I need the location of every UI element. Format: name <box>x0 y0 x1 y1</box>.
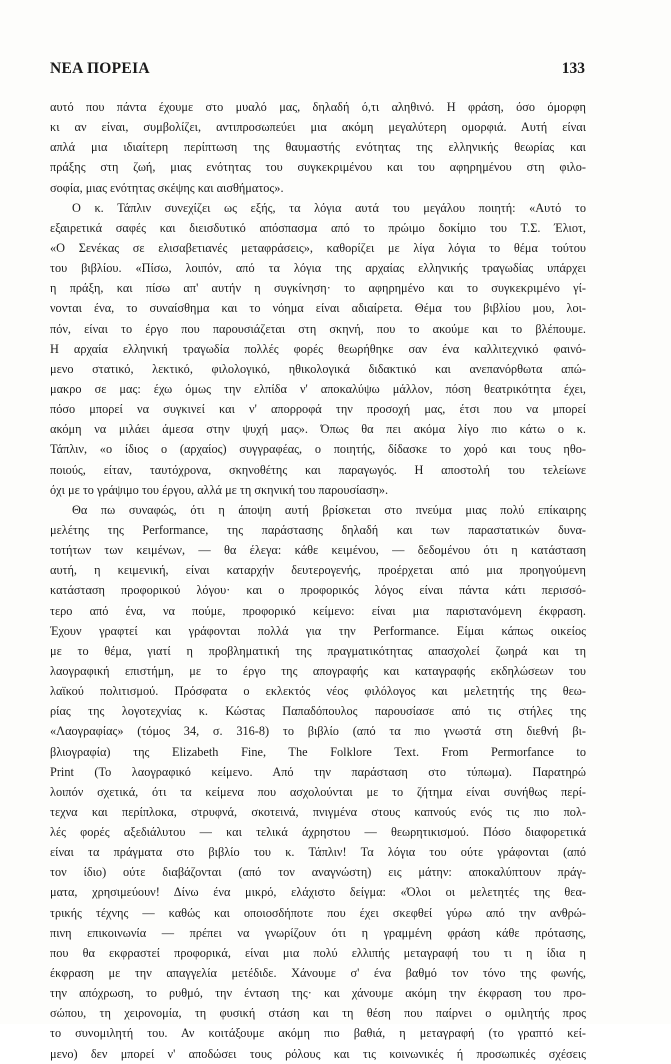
text-line: Έχουν γραφτεί και γράφονται πολλά για την Performance. Είμαι κάπως οικείος <box>50 623 586 638</box>
text-line: μελέτης της Performance, της παράστασης δηλαδή και των παραστατικών δυνα- <box>50 522 586 537</box>
text-line: Ο κ. Τάπλιν συνεχίζει ως εξής, τα λόγια αυτά του μεγάλου ποιητή: «Αυτό το <box>72 200 586 215</box>
text-line: όχι με το γράψιμο του έργου, αλλά με τη σκηνική του παρουσίαση». <box>50 482 389 497</box>
text-line: ρίας της λογοτεχνίας κ. Κώστας Παπαδόπουλος παρουσίασε από τις στήλες της <box>50 704 586 719</box>
page-header <box>50 60 585 82</box>
text-line: εξαιρετικά σαφές και διεισδυτικό απόσπασμα από το πρώιμο δοκίμιο του Τ.Σ. Έλιοτ, <box>50 220 586 235</box>
text-line: Θα πω συναφώς, ότι η άποψη αυτή βρίσκεται στο πνεύμα μιας πολύ επίκαιρης <box>72 502 586 517</box>
text-line: τοτήτων των κειμένων, — θα έλεγα: κάθε κειμένου, — δεδομένου ότι η κατάσταση <box>50 543 586 558</box>
text-line: έκφραση με την απαγγελία μετέδιδε. Χάνουμε σ' ένα βαθμό τον τόνο της φωνής, <box>50 966 586 981</box>
text-line: «Ο Σενέκας σε ελισαβετιανές μεταφράσεις», καθορίζει με λίγα λόγια το θέμα τούτου <box>50 240 586 255</box>
text-line: η πράξη, και πίσω απ' αυτήν η συγκίνηση· το αφηρημένο και το συγκεκριμένο γί- <box>50 281 586 296</box>
text-line: με το θέμα, γιατί η προβληματική της πραγματικότητας απασχολεί ζωηρά και τη <box>50 643 586 658</box>
text-line: απλά μια ιδιαίτερη περίπτωση της θαυμαστής ενότητας της ελληνικής θεωρίας και <box>50 140 586 155</box>
text-line: την απόχρωση, το ρυθμό, την ένταση της· και χάνουμε ακόμη την έκφραση του προ- <box>50 986 586 1001</box>
text-line: νονται ένα, το συναίσθημα και το νόημα είναι αδιαίρετα. Θέμα του βιβλίου μου, λοι- <box>50 301 586 316</box>
text-line: τρικής τέχνης — καθώς και οποιοσδήποτε που έχει σκεφθεί γύρω από την ανθρώ- <box>50 905 586 920</box>
text-line: ακόμη να μιλάει άμεσα στην ψυχή μας». Όπως θα πει ακόμα λίγο πιο κάτω ο κ. <box>50 422 586 437</box>
text-line: μενο στατικό, λεκτικό, φιλολογικό, ηθικολογικά διδακτικό και ανεπανόρθωτα απώ- <box>50 361 586 376</box>
text-line: σώπου, τη χειρονομία, τη φυσική στάση και τη θέση που παίρνει ο ομιλητής προς <box>50 1006 586 1021</box>
text-line: του βιβλίου. «Πίσω, λοιπόν, από τα λόγια της αρχαίας ελληνικής τραγωδίας υπάρχει <box>50 261 586 276</box>
text-line: Τάπλιν, «ο ίδιος ο (αρχαίος) συγγραφέας, ο ποιητής, δίδασκε το χορό και τους ηθο- <box>50 442 586 457</box>
text-line: ματα, χρησιμεύουν! Δίνω ένα μικρό, ελάχιστο δείγμα: «Όλοι οι μελετητές της θεα- <box>50 885 586 900</box>
text-line: βλιογραφία) της Elizabeth Fine, The Folklore Text. From Permorfance to <box>50 744 586 759</box>
text-line: Η αρχαία ελληνική τραγωδία πολλές φορές θεωρήθηκε σαν ένα καλλιτεχνικό φαινό- <box>50 341 586 356</box>
text-line: «Λαογραφίας» (τόμος 34, σ. 316-8) το βιβλίο (από τα πιο γνωστά στη διεθνή βι- <box>50 724 586 739</box>
running-title: ΝΕΑ ΠΟΡΕΙΑ <box>50 60 150 77</box>
text-line: πόν, είναι το έργο που παρουσιάζεται στη σκηνή, που το ακούμε και το βλέπουμε. <box>50 321 586 336</box>
text-line: κατάσταση προφορικού λόγου· και ο προφορικός λόγος είναι πάντα κάτι περισσό- <box>50 583 586 598</box>
text-line: τον ίδιο) ούτε διαβάζονται (από τον αναγνώστη) εις μάτην: αποκαλύπτουν πράγ- <box>50 865 586 880</box>
page-number: 133 <box>561 60 585 77</box>
text-line: που θα εκφραστεί προφορικά, είναι μια πολύ ελλιπής μεταγραφή του τι η ίδια η <box>50 945 586 960</box>
text-line: σοφία, μιας ενότητας σκέψης και αισθήματος». <box>50 180 284 195</box>
text-line: τερο από ένα, να πούμε, προφορικό κείμενο: είναι μια παριστανόμενη έκφραση. <box>50 603 586 618</box>
text-line: είναι τα πράγματα στο βιβλίο του κ. Τάπλιν! Τα λόγια του ούτε γράφονται (από <box>50 845 586 860</box>
text-line: μακρο σε μας: έχω όμως την ελπίδα ν' αποκαλύψω μάλλον, πόση θεατρικότητα έχει, <box>50 381 586 396</box>
text-line: πινη επικοινωνία — πρέπει να γνωρίζουν ότι η γραμμένη φράση κάθε πρότασης, <box>50 925 586 940</box>
text-line: πόσο μπορεί να συγκινεί και ν' απορροφά την προσοχή μας, έτσι που να μπορεί <box>50 402 586 417</box>
text-line: Print (Το λαογραφικό κείμενο. Από την παράσταση στο τύπωμα). Παρατηρώ <box>50 764 586 779</box>
text-line: λαϊκού πολιτισμού. Πρόσφατα ο εκλεκτός νέος φιλόλογος και μελετητής της θεω- <box>50 684 586 699</box>
text-line: τεχνα και περίπλοκα, στρυφνά, σκοτεινά, πνιγμένα στους καπνούς ενός τις πιο πολ- <box>50 804 586 819</box>
text-line: αυτό που πάντα έχουμε στο μυαλό μας, δηλαδή ό,τι αληθινό. Η φράση, όσο όμορφη <box>50 100 586 114</box>
body-text <box>50 97 586 1064</box>
text-line: λαογραφική επιστήμη, με το έργο της απογραφής και καταγραφής εκδηλώσεων του <box>50 663 586 678</box>
text-line: λές φορές αξεδιάλυτου — και τελικά άχρηστου — θεωρητικισμού. Πόσο διαφορετικά <box>50 825 586 840</box>
text-line: πράξης στη ζωή, μιας ενότητας του συγκεκριμένου και του αφηρημένου στη φιλο- <box>50 160 586 175</box>
text-line: λοιπόν σχετικά, ότι τα κείμενα που ασχολούνται με το ζήτημα είναι συνήθως περί- <box>50 784 586 799</box>
text-line: μενο) δεν μπορεί ν' αποδώσει τους ρόλους και τις κοινωνικές ή προσωπικές σχέσεις <box>50 1046 586 1061</box>
text-line: το συνομιλητή του. Αν κοιτάξουμε ακόμη πιο βαθιά, η μεταγραφή (το γραπτό κεί- <box>50 1026 586 1041</box>
text-line: κι αν είναι, συμβολίζει, αντιπροσωπεύει μια ακόμη μεγαλύτερη ομορφιά. Αυτή είναι <box>50 120 586 135</box>
text-line: αυτή, η κειμενική, είναι καταρχήν δευτερογενής, προέρχεται από μια προηγούμενη <box>50 563 586 578</box>
text-line: ποιούς, είταν, ταυτόχρονα, σκηνοθέτης και παραγωγός. Η αποστολή του τελείωνε <box>50 462 586 477</box>
